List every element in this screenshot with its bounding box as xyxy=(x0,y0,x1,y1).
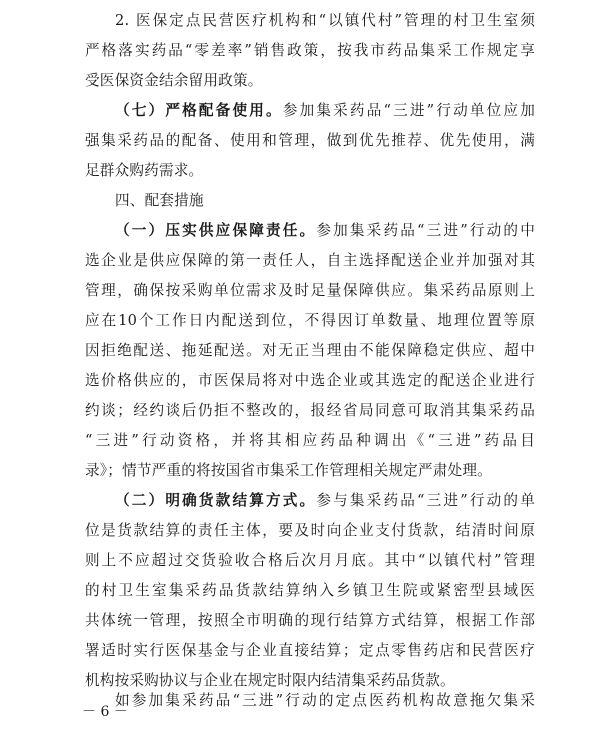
text-line: 选企业是供应保障的第一责任人，自主选择配送企业并加强对其 xyxy=(85,252,535,269)
text-line: 署适时实行医保基金与企业直接结算；定点零售药店和民营医疗 xyxy=(85,642,535,659)
text-line: 的村卫生室集采药品货款结算纳入乡镇卫生院或紧密型县域医 xyxy=(85,582,535,599)
paragraph-text: 参与集采药品“三进”行动的单 xyxy=(316,492,535,509)
page-number: － 6 － xyxy=(82,704,128,720)
paragraph-text: 参加集采药品“三进”行动单位应加 xyxy=(282,102,535,119)
text-line: 录》；情节严重的将按国省市集采工作管理相关规定严肃处理。 xyxy=(85,462,492,479)
text-line: 管理，确保按采购单位需求及时足量保障供应。集采药品原则上 xyxy=(85,282,535,299)
text-line: 应在10个工作日内配送到位，不得因订单数量、地理位置等原 xyxy=(85,312,535,329)
text-line: 共体统一管理，按照全市明确的现行结算方式结算，根据工作部 xyxy=(85,612,535,629)
text-line: 受医保资金结余留用政策。 xyxy=(85,72,263,89)
section-heading: （七）严格配备使用。 xyxy=(115,102,283,119)
text-line: 位是货款结算的责任主体，要及时向企业支付货款，结清时间原 xyxy=(85,522,535,539)
text-line: “三进”行动资格，并将其相应药品种调出《“三进”药品目 xyxy=(85,432,535,449)
text-line: 足群众购药需求。 xyxy=(85,162,204,179)
text-line: 机构按采购协议与企业在规定时限内结清集采药品货款。 xyxy=(85,672,455,689)
text-line: 选价格供应的，市医保局将对中选企业或其选定的配送企业进行 xyxy=(85,372,535,389)
text-line: 则上不应超过交货验收合格后次月月底。其中“以镇代村”管理 xyxy=(85,552,535,569)
text-line: 强集采药品的配备、使用和管理，做到优先推荐、优先使用，满 xyxy=(85,132,535,149)
text-line: 如参加集采药品“三进”行动的定点医药机构故意拖欠集采 xyxy=(115,692,535,709)
text-line: 约谈；经约谈后仍拒不整改的，报经省局同意可取消其集采药品 xyxy=(85,402,535,419)
section-heading: （一）压实供应保障责任。 xyxy=(115,222,317,239)
text-line: 严格落实药品“零差率”销售政策，按我市药品集采工作规定享 xyxy=(85,42,535,59)
section-heading-line xyxy=(115,490,535,512)
section-heading-line xyxy=(115,100,535,122)
paragraph-text: 参加集采药品“三进”行动的中 xyxy=(316,222,535,239)
section-heading-line xyxy=(115,220,535,242)
text-line: 因拒绝配送、拖延配送。对无正当理由不能保障稳定供应、超中 xyxy=(85,342,535,359)
section-heading: （二）明确货款结算方式。 xyxy=(115,492,317,509)
text-line: 2. 医保定点民营医疗机构和“以镇代村”管理的村卫生室须 xyxy=(115,12,535,29)
chapter-heading: 四、配套措施 xyxy=(115,192,204,209)
